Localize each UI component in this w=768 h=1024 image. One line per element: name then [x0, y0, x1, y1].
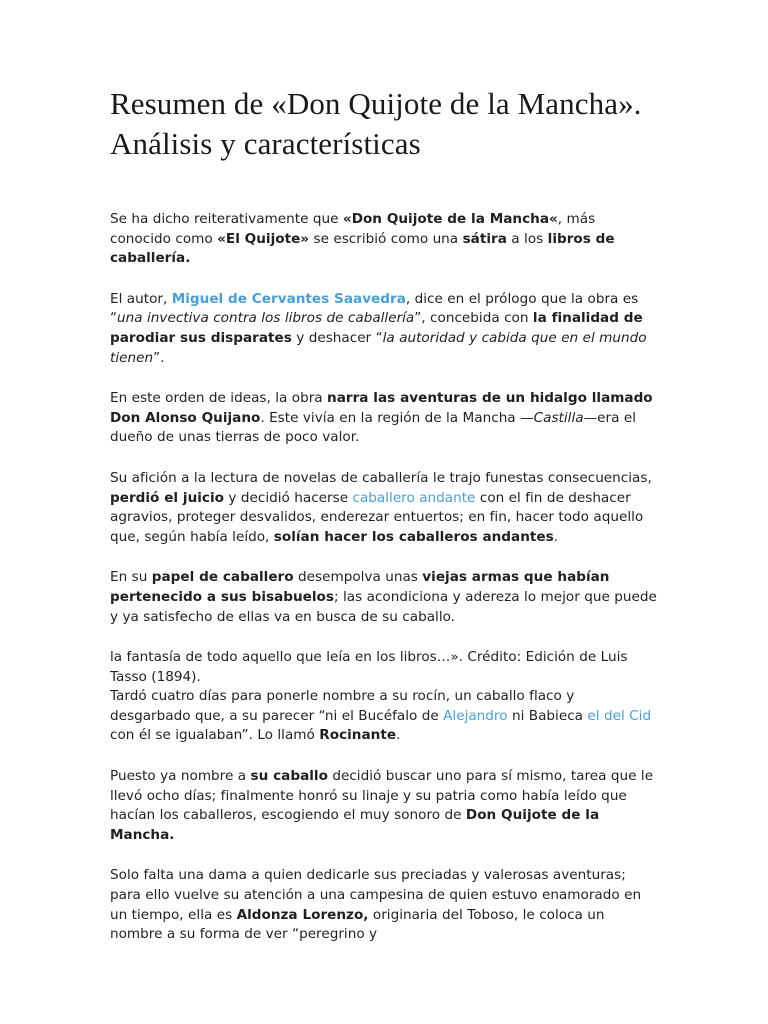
bold-run: viejas armas que habían pertenecido a sus bisabuelos	[110, 569, 610, 605]
paragraph-2	[110, 290, 658, 368]
text-run: , más conocido como	[110, 211, 596, 247]
bold-run: Aldonza Lorenzo,	[236, 906, 369, 923]
text-run: Tardó cuatro días para ponerle nombre a su rocín, un caballo flaco y desgarbado que, a su parecer “ni el Bucéfalo de	[110, 688, 575, 724]
text-run: .	[553, 528, 559, 545]
bold-run: libros de caballería.	[110, 230, 615, 267]
paragraph-7	[110, 767, 658, 845]
text-run: En este orden de ideas, la obra	[110, 390, 328, 407]
text-run: En su	[110, 569, 152, 586]
paragraph-5	[110, 568, 658, 627]
bold-run: «El Quijote»	[217, 230, 310, 247]
text-run: ”, concebida con	[414, 310, 533, 327]
page-title: Resumen de «Don Quijote de la Mancha». Análisis y características	[110, 86, 642, 161]
text-run: con él se igualaban”. Lo llamó	[110, 727, 320, 744]
paragraph-8	[110, 866, 658, 944]
text-run: ni Babieca	[507, 707, 588, 724]
text-run: desempolva unas	[293, 569, 423, 586]
text-run: ; las acondiciona y adereza lo mejor que puede y ya satisfecho de ellas va en busca de su caballo.	[110, 588, 657, 625]
text-run: con el fin de deshacer agravios, proteger desvalidos, enderezar entuertos; en fin, hacer todo aquello que, según había leído,	[110, 489, 644, 545]
bold-run: sátira	[462, 230, 507, 247]
bold-run: papel de caballero	[151, 569, 294, 586]
bold-run: Rocinante	[319, 727, 397, 744]
italic-run: una invectiva contra los libros de caballería	[117, 310, 415, 327]
paragraph-6	[110, 648, 658, 746]
text-run: decidió buscar uno para sí mismo, tarea que le llevó ocho días; finalmente honró su linaje y su patria como había leído que hacían los caballeros, escogiendo el muy sonoro de	[110, 768, 654, 824]
paragraph-4	[110, 469, 658, 547]
italic-run: la autoridad y cabida que en el mundo tienen	[110, 329, 647, 366]
text-run: Su afición a la lectura de novelas de caballería le trajo funestas consecuencias,	[110, 469, 652, 486]
text-run: ”.	[153, 349, 165, 366]
text-run: . Este vivía en la región de la Mancha —	[260, 409, 534, 426]
link-miguel-de-cervantes-saavedra[interactable]: Miguel de Cervantes Saavedra	[171, 290, 406, 307]
paragraph-1	[110, 210, 658, 269]
text-run: El autor,	[110, 290, 172, 307]
bold-run: su caballo	[250, 768, 328, 785]
bold-run: Don Quijote de la Mancha.	[110, 807, 600, 843]
text-run: Puesto ya nombre a	[110, 768, 251, 785]
bold-run: la finalidad de parodiar sus disparates	[110, 310, 643, 346]
text-run: originaria del Toboso, le coloca un nombre a su forma de ver “peregrino y	[110, 906, 605, 943]
italic-run: Castilla	[533, 409, 584, 426]
text-run-credit: la fantasía de todo aquello que leía en los libros…». Crédito: Edición de Luis Tasso (1894).	[110, 649, 628, 685]
bold-run: perdió el juicio	[110, 489, 224, 506]
bold-run: narra las aventuras de un hidalgo llamado Don Alonso Quijano	[110, 390, 653, 426]
link-el-del-cid[interactable]: el del Cid	[587, 707, 652, 724]
link-caballero-andante[interactable]: caballero andante	[352, 489, 476, 506]
document-content	[110, 84, 658, 945]
text-run: a los	[506, 230, 548, 247]
text-run: .	[396, 727, 401, 744]
text-run: y deshacer “	[291, 329, 383, 346]
paragraph-3	[110, 389, 658, 448]
text-run: Solo falta una dama a quien dedicarle sus preciadas y valerosas aventuras; para ello vuelve su atención a una campesina de quien estuvo enamorado en un tiempo, ella es	[110, 867, 642, 923]
text-run: —era el dueño de unas tierras de poco valor.	[110, 409, 636, 446]
bold-run: solían hacer los caballeros andantes	[273, 528, 554, 545]
text-run: , dice en el prólogo que la obra es “	[110, 290, 639, 327]
text-run: y decidió hacerse	[223, 489, 353, 506]
text-run: se escribió como una	[309, 230, 463, 247]
bold-run: «Don Quijote de la Mancha«	[342, 211, 558, 227]
link-alejandro[interactable]: Alejandro	[443, 707, 508, 724]
text-run: Se ha dicho reiterativamente que	[110, 211, 343, 227]
